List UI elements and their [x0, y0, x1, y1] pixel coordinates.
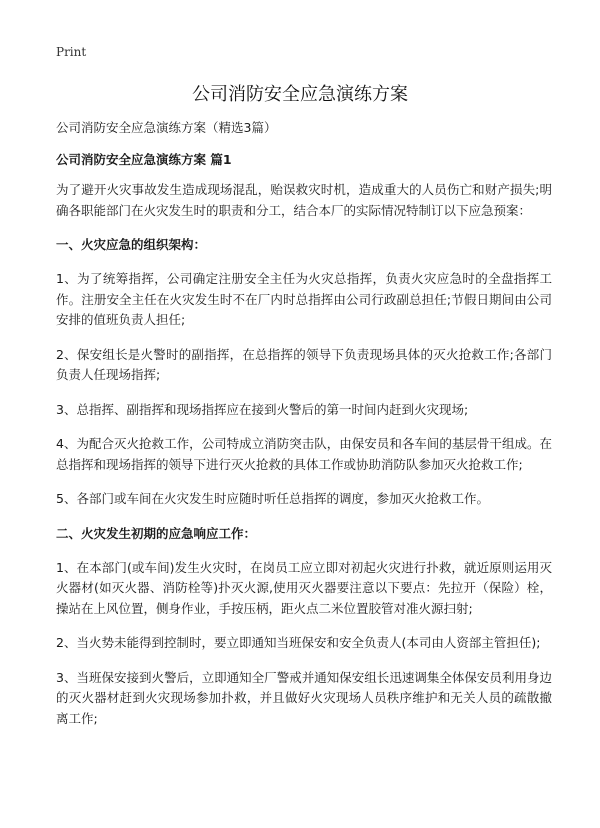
part1-item: 1、为了统筹指挥，公司确定注册安全主任为火灾总指挥，负责火灾应急时的全盘指挥工作。注册安全主任在火灾发生时不在厂内时总指挥由公司行政副总担任;节假日期间由公司安排的值班负责人担任;: [56, 271, 552, 327]
document-body: [56, 118, 552, 743]
section-title: 公司消防安全应急演练方案 篇1: [56, 152, 232, 167]
document-subtitle: 公司消防安全应急演练方案（精选3篇）: [56, 120, 277, 135]
print-label: Print: [56, 45, 87, 59]
part1-item: 4、为配合灭火抢救工作，公司特成立消防突击队，由保安员和各车间的基层骨干组成。在总指挥和现场指挥的领导下进行灭火抢救的具体工作或协助消防队参加灭火抢救工作;: [56, 436, 552, 472]
intro-paragraph: 为了避开火灾事故发生造成现场混乱，贻误救灾时机，造成重大的人员伤亡和财产损失;明确各职能部门在火灾发生时的职责和分工，结合本厂的实际情况特制订以下应急预案：: [56, 182, 552, 218]
part2-heading: 二、火灾发生初期的应急响应工作：: [56, 525, 257, 541]
part1-item: 3、总指挥、副指挥和现场指挥应在接到火警后的第一时间内赶到火灾现场;: [56, 401, 469, 417]
part1-heading: 一、火灾应急的组织架构：: [56, 237, 207, 252]
part2-item: 1、在本部门(或车间)发生火灾时，在岗员工应立即对初起火灾进行扑救，就近原则运用灭火器材(如灭火器、消防栓等)扑灭火源,使用灭火器要注意以下要点：先拉开（保险）栓，操站在上风位置，侧身作业，手按压柄，距火点二米位置胶管对准火源扫射;: [56, 559, 552, 616]
part1-item: 5、各部门或车间在火灾发生时应随时听任总指挥的调度，参加灭火抢救工作。: [56, 491, 489, 506]
part2-item: 3、当班保安接到火警后，立即通知全厂警戒并通知保安组长迅速调集全体保安员利用身边的灭火器材赶到火灾现场参加扑救，并且做好火灾现场人员秩序维护和无关人员的疏散撤离工作;: [56, 669, 552, 726]
part1-item: 2、保安组长是火警时的副指挥，在总指挥的领导下负责现场具体的灭火抢救工作;各部门负责人任现场指挥;: [56, 346, 552, 382]
document-title: 公司消防安全应急演练方案: [192, 84, 408, 105]
part2-item: 2、当火势未能得到控制时，要立即通知当班保安和安全负责人(本司由人资部主管担任);: [56, 635, 541, 650]
